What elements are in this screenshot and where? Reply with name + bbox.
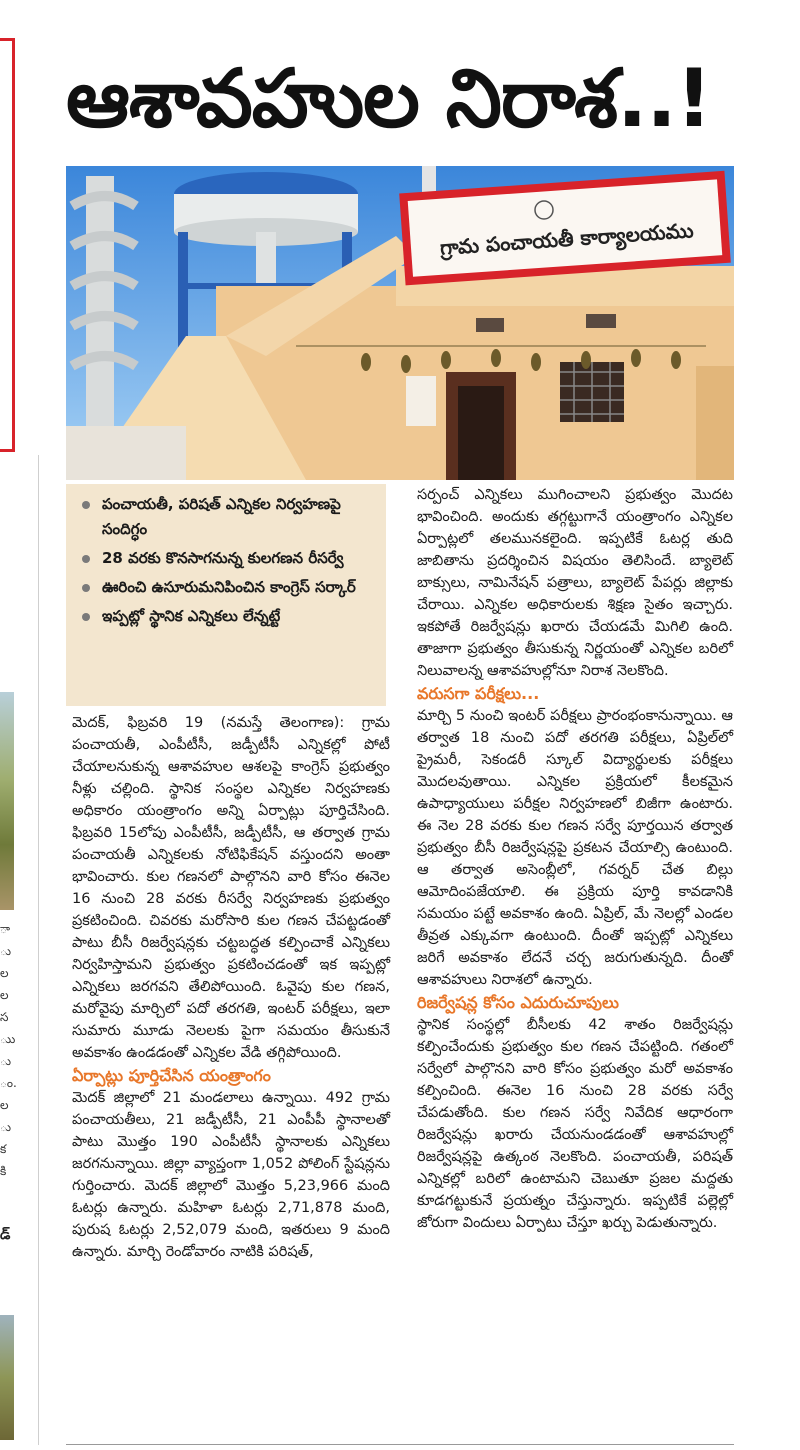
signboard-text: గ్రామ పంచాయతీ కార్యాలయము: [439, 218, 695, 260]
article-paragraph: మార్చి 5 నుంచి ఇంటర్ పరీక్షలు ప్రారంభంకానున్నాయి. ఆ తర్వాత 18 నుంచి పదో తరగతి పరీక్షలు, ఏప్రిల్‌లో ప్రైమరీ, సెకండరీ స్కూల్ విద్యార్థులకు పరీక్షలు మొదలవుతాయి. ఎన్నికల ప్రక్రియలో కీలకమైన ఉపాధ్యాయులు పరీక్షల నిర్వహణలో బిజీగా ఉంటారు. ఈ నెల 28 వరకు కుల గణన సర్వే పూర్తయిన తర్వాత ప్రభుత్వం బీసీ రిజర్వేషన్లపై ప్రకటన చేయాల్సి ఉంటుంది. ఆ తర్వాత అసెంబ్లీలో, గవర్నర్ చేత బిల్లు ఆమోదింపజేయాలి. ఈ ప్రక్రియ పూర్తి కావడానికి సమయం పట్టే అవకాశం ఉంది. ఏప్రిల్, మే నెలల్లో ఎండల తీవ్రత ఎక్కువగా ఉంటుంది. దీంతో ఇప్పట్లో ఎన్నికలు జరిగే అవకాశం లేదనే చర్చ జరుగుతున్నది. దీంతో ఆశావహులు నిరాశలో ఉన్నారు.: [417, 708, 733, 988]
article-paragraph: స్థానిక సంస్థల్లో బీసీలకు 42 శాతం రిజర్వేషన్లు కల్పించేందుకు ప్రభుత్వం కుల గణన చేపట్టింది. గతంలో సర్వేలో పాల్గొనని వారి కోసం ప్రభుత్వం మరో అవకాశం కల్పించింది. ఈనెల 16 నుంచి 28 వరకు సర్వే చేపడుతోంది. కుల గణన సర్వే నివేదిక ఆధారంగా రిజర్వేషన్లు ఖరారు చేయనుండడంతో ఆశావహుల్లో రిజర్వేషన్లపై ఉత్కంఠ నెలకొంది. పంచాయతీ, పరిషత్ ఎన్నికల్లో బరిలో ఉంటామని చెబుతూ ప్రజల మద్దతు కూడగట్టుకునే ప్రయత్నం చేస్తున్నారు. ఇప్పటికే పల్లెల్లో జోరుగా విందులు ఏర్పాటు చేస్తూ ఖర్చు పెడుతున్నారు.: [417, 1017, 733, 1231]
highlight-item: ఇప్పట్లో స్థానిక ఎన్నికలు లేన్నట్టే: [78, 604, 376, 629]
bullet-dot: [82, 501, 90, 509]
bullet-dot: [82, 584, 90, 592]
column-divider: [38, 455, 39, 1445]
adjacent-text-fragment: ా ు ల ల స ుు ు ం. ల ు క కి: [0, 922, 17, 1178]
adjacent-photo-top: [0, 692, 14, 910]
highlight-item: 28 వరకు కొనసాగనున్న కులగణన రీసర్వే: [78, 546, 376, 571]
article-lead: మెదక్, ఫిబ్రవరి 19 (నమస్తే తెలంగాణ): గ్రామ పంచాయతీ, ఎంపీటీసీ, జడ్పీటీసీ ఎన్నికల్లో పోటీ చేయాలనుకున్న ఆశావహుల ఆశలపై కాంగ్రెస్ ప్రభుత్వం నీళ్లు చల్లింది. స్థానిక సంస్థల ఎన్నికల నిర్వహణకు అధికారం యంత్రాంగం అన్ని ఏర్పాట్లు పూర్తిచేసింది. ఫిబ్రవరి 15లోపు ఎంపీటీసీ, జడ్పీటీసీ, ఆ తర్వాత గ్రామ పంచాయతీ ఎన్నికలకు నోటిఫికేషన్ వస్తుందని అంతా భావించారు. కుల గణనలో పాల్గొనని వారి కోసం ఈనెల 16 నుంచి 28 వరకు రీసర్వే నిర్వహణకు ప్రభుత్వం ప్రకటించింది. చివరకు మరోసారి కుల గణన చేపట్టడంతో పాటు బీసీ రిజర్వేషన్లకు చట్టబద్ధత కల్పించాకే ఎన్నికలు నిర్వహిస్తామని ప్రభుత్వం ప్రకటించడంతో ఇక ఇప్పట్లో ఎన్నికలు జరగవని తేలిపోయింది. ఓవైపు కుల గణన, మరోవైపు మార్చిలో పదో తరగతి, ఇంటర్ పరీక్షలు, ఇలా సుమారు మూడు నెలలకు పైగా సమయం తీసుకునే అవకాశం ఉండడంతో ఎన్నికల వేడి తగ్గిపోయింది.: [72, 715, 390, 1061]
subheading-exams: వరుసగా పరీక్షలు...: [417, 684, 540, 703]
article-column-right: [417, 484, 733, 1234]
bullet-dot: [82, 613, 90, 621]
subheading-reservations: రిజర్వేషన్ల కోసం ఎదురుచూపులు: [417, 993, 619, 1012]
highlight-item: ఊరించి ఉసూరుమనిపించిన కాంగ్రెస్ సర్కార్: [78, 575, 376, 600]
adjacent-bold-fragment: డ్: [0, 1227, 11, 1243]
adjacent-photo-bottom: [0, 1315, 14, 1440]
article-column-left: [72, 712, 390, 1263]
bottom-rule: [66, 1444, 734, 1445]
bullet-dot: [82, 555, 90, 563]
headline: ఆశావహుల నిరాశ..!: [66, 52, 712, 145]
highlights-box: [66, 484, 386, 706]
highlight-item: పంచాయతీ, పరిషత్ ఎన్నికల నిర్వహణపై సందిగ్ధం: [78, 492, 376, 542]
panchayat-office-photo: [66, 166, 734, 480]
article-paragraph: సర్పంచ్ ఎన్నికలు ముగించాలని ప్రభుత్వం మొదట భావించింది. అందుకు తగ్గట్టుగానే యంత్రాంగం ఎన్నికల ఏర్పాట్లలో తలమునకలైంది. ఇప్పటికే ఓటర్ల తుది జాబితాను ప్రదర్శించిన విషయం తెలిసిందే. బ్యాలెట్ బాక్సులు, నామినేషన్ పత్రాలు, బ్యాలెట్ పేపర్లు జిల్లాకు చేరాయి. ఎన్నికల అధికారులకు శిక్షణ సైతం ఇచ్చారు. ఇకపోతే రిజర్వేషన్లు ఖరారు చేయడమే మిగిలి ఉంది. తాజాగా ప్రభుత్వం తీసుకున్న నిర్ణయంతో ఎన్నికల బరిలో నిలువాలన్న ఆశావహుల్లోనూ నిరాశ నెలకొంది.: [417, 487, 733, 679]
subheading-arrangements: ఏర్పాట్లు పూర్తిచేసిన యంత్రాంగం: [72, 1066, 271, 1085]
adjacent-red-box: [0, 38, 15, 452]
article-paragraph: మెదక్ జిల్లాలో 21 మండలాలు ఉన్నాయి. 492 గ్రామ పంచాయతీలు, 21 జడ్పీటీసీ, 21 ఎంపీపీ స్థానాలతో పాటు మొత్తం 190 ఎంపీటీసీ స్థానాలకు ఎన్నికలు జరగనున్నాయి. జిల్లా వ్యాప్తంగా 1,052 పోలింగ్ స్టేషన్లను గుర్తించారు. మెదక్ జిల్లాలో మొత్తం 5,23,966 మంది ఓటర్లు ఉన్నారు. మహిళా ఓటర్లు 2,71,878 మంది, పురుష ఓటర్లు 2,52,079 మంది, ఇతరులు 9 మంది ఉన్నారు. మార్చి రెండోవారం నాటికి పరిషత్,: [72, 1090, 390, 1260]
adjacent-article-strip: [0, 0, 40, 1450]
